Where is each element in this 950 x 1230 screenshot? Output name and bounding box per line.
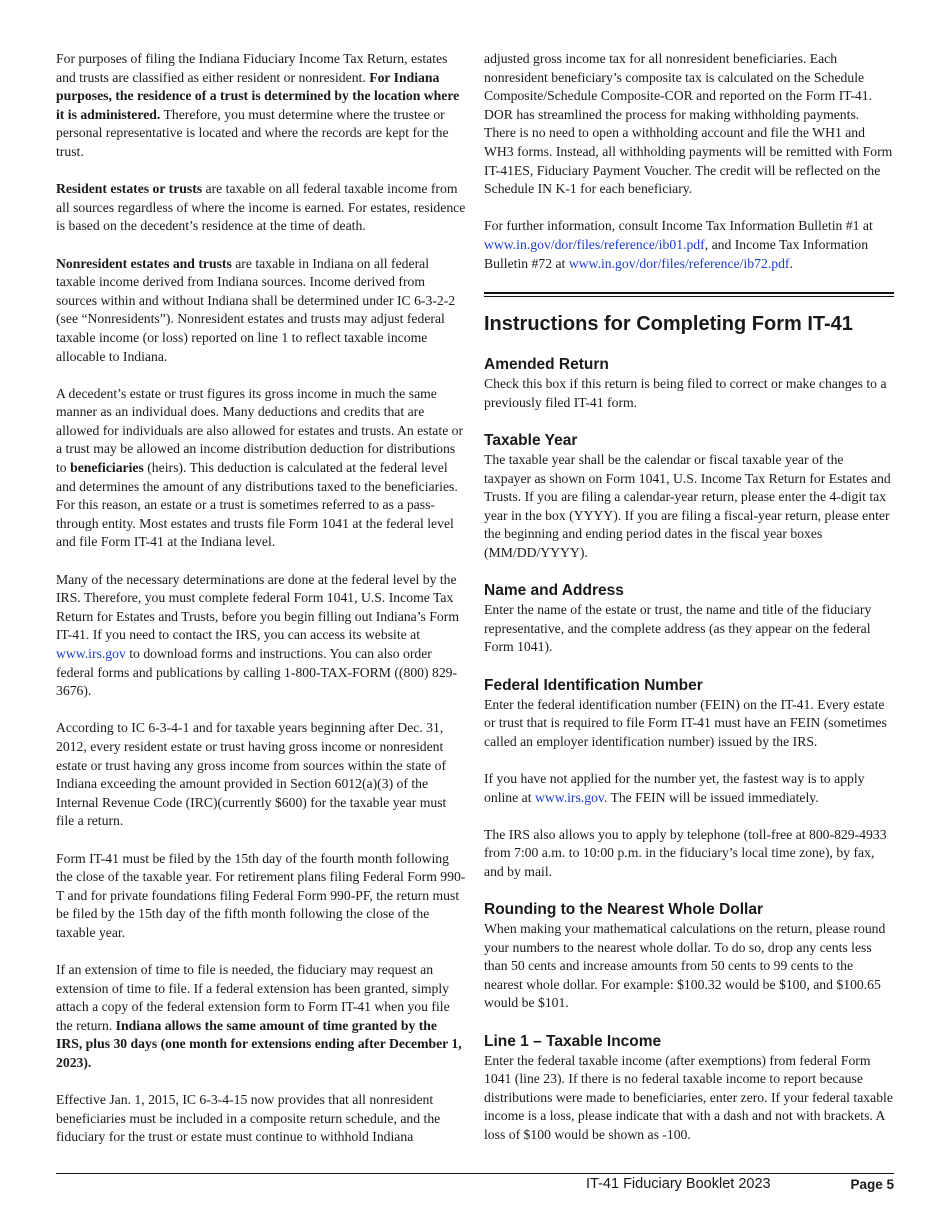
paragraph-bulletins: For further information, consult Income Tax Information Bulletin #1 at www.in.gov/dor/files/reference/ib01.pdf, and Income Tax Information Bulletin #72 at www.in.gov/dor/files/reference/ib72.pdf. — [484, 218, 873, 271]
paragraph-composite: Effective Jan. 1, 2015, IC 6-3-4-15 now provides that all nonresident beneficiaries must be included in a composite return schedule, and the fiduciary for the trust or estate must continue to withhold Indiana — [56, 1092, 441, 1145]
paragraph-withholding: adjusted gross income tax for all nonresident beneficiaries. Each nonresident beneficiary’s composite tax is calculated on the Schedule Composite/Schedule Composite-COR and reported on the Form IT-41. DOR has streamlined the process for making withholding payments. There is no need to open a withholding account and file the WH1 and WH3 forms. Instead, all withholding payments will be remitted with Form IT-41ES, Fiduciary Payment Voucher. The credit will be reflected on the Schedule IN K-1 for each beneficiary. — [484, 51, 893, 197]
text-rounding: When making your mathematical calculations on the return, please round your numbers to the nearest whole dollar. To do so, drop any cents less than 50 cents and increase amounts from 50 cents to 99 cents to the nearest whole dollar. For example: $100.32 would be $100, and $100.65 would be $101. — [484, 921, 886, 1011]
paragraph-nonresident-estates: Nonresident estates and trusts are taxable in Indiana on all federal taxable income derived from Indiana sources. Income derived from sources within and without Indiana shall be determined under IC 6-3-2-2 (see “Nonresidents”). Nonresident estates and trusts may adjust federal taxable income (or loss) reported on line 1 to reflect taxable income allocable to Indiana. — [56, 255, 456, 364]
section-title: Instructions for Completing Form IT-41 — [484, 313, 853, 336]
text-fein-2: If you have not applied for the number yet, the fastest way is to apply online at www.irs.gov. The FEIN will be issued immediately. — [484, 770, 865, 805]
footer-divider — [56, 1173, 894, 1174]
paragraph-residency: For purposes of filing the Indiana Fiduciary Income Tax Return, estates and trusts are classified as either resident or nonresident. For Indiana purposes, the residence of a trust is determined by the location where it is administered. Therefore, you must determine where the trustee or personal representative is located and where the records are kept for the trust. — [56, 51, 460, 159]
text-fein-3: The IRS also allows you to apply by telephone (toll-free at 800-829-4933 from 7:00 a.m. to 10:00 p.m. in the fiduciary’s local time zone), by fax, and by mail. — [484, 826, 887, 879]
heading-rounding: Rounding to the Nearest Whole Dollar — [484, 901, 764, 919]
paragraph-due-date: Form IT-41 must be filed by the 15th day of the fourth month following the close of the taxable year. For retirement plans filing Federal Form 990-T and for private foundations filing Federal Form 990-PF, the return must be filed by the 15th day of the fifth month following the close of the taxable year. — [56, 850, 466, 940]
heading-name-address: Name and Address — [484, 582, 624, 600]
left-column — [56, 50, 466, 1166]
page-number: Page 5 — [850, 1177, 894, 1192]
paragraph-gross-income: A decedent’s estate or trust figures its gross income in much the same manner as an individual does. Many deductions and credits that are allowed for individuals are also allowed for estates and trusts. An estate or a trust may be allowed an income distribution deduction for distributions to beneficiaries (heirs). This deduction is calculated at the federal level and determines the amount of any distributions taxed to the beneficiaries. For this reason, an estate or a trust is sometimes referred to as a pass-through entity. Most estates and trusts file Form 1041 at the federal level and file Form IT-41 at the Indiana level. — [56, 385, 464, 550]
irs-fein-link[interactable]: www.irs.gov — [534, 789, 604, 805]
bulletin-72-link[interactable]: www.in.gov/dor/files/reference/ib72.pdf — [568, 255, 790, 271]
page — [56, 50, 894, 1170]
heading-fein: Federal Identification Number — [484, 676, 703, 694]
section-divider-thick — [484, 292, 894, 295]
right-column — [484, 50, 894, 1163]
text-amended-return: Check this box if this return is being filed to correct or make changes to a previously filed IT-41 form. — [484, 376, 887, 410]
paragraph-extension: If an extension of time to file is needed, the fiduciary may request an extension of time to file. If a federal extension has been granted, simply attach a copy of the federal extension form to Form IT-41 when you file the return. Indiana allows the same amount of time granted by the IRS, plus 30 days (one month for extensions ending after December 1, 2023). — [56, 962, 462, 1071]
text-taxable-year: The taxable year shall be the calendar or fiscal taxable year of the taxpayer as shown on Form 1041, U.S. Income Tax Return for Estates and Trusts. If you are filing a calendar-year return, please enter the 4-digit tax year in the box (YYYY). If you are filing a fiscal-year return, please enter the beginning and ending period dates in the fiscal year boxes (MM/DD/YYYY). — [484, 452, 891, 560]
heading-line-1: Line 1 – Taxable Income — [484, 1032, 662, 1050]
heading-amended-return: Amended Return — [484, 356, 609, 374]
bulletin-1-link[interactable]: www.in.gov/dor/files/reference/ib01.pdf — [484, 236, 705, 252]
text-line-1: Enter the federal taxable income (after exemptions) from federal Form 1041 (line 23). If there is no federal taxable income to report because distributions were made to beneficiaries, enter zero. If your federal taxable income is a loss, please indicate that with a dash and not with brackets. A loss of $100 would be shown as -100. — [484, 1052, 893, 1142]
paragraph-resident-estates: Resident estates or trusts are taxable on all federal taxable income from all sources regardless of where the income is earned. For estates, residence is based on the decedent’s residence at the time of death. — [56, 181, 466, 234]
irs-link[interactable]: www.irs.gov — [56, 646, 126, 661]
paragraph-irs: Many of the necessary determinations are done at the federal level by the IRS. Therefore, you must complete federal Form 1041, U.S. Income Tax Return for Estates and Trusts, before you begin filling out Indiana’s Form IT-41. If you need to contact the IRS, you can access its website at www.irs.gov to download forms and instructions. You can also order federal forms and publications by calling 1-800-TAX-FORM ((800) 829-3676). — [56, 571, 459, 699]
section-divider-thin — [484, 296, 894, 297]
text-name-address: Enter the name of the estate or trust, the name and title of the fiduciary representative, and the complete address (as they appear on the federal Form 1041). — [484, 602, 872, 655]
footer-title: IT-41 Fiduciary Booklet 2023 — [586, 1176, 771, 1192]
paragraph-filing-requirement: According to IC 6-3-4-1 and for taxable years beginning after Dec. 31, 2012, every resident estate or trust having gross income or nonresident estate or trust having any gross income from sources within the state of Indiana exceeding the amount provided in Section 6012(a)(3) of the Internal Revenue Code (IRC)(currently $600) for the taxable year must file a return. — [56, 720, 447, 829]
text-fein-1: Enter the federal identification number (FEIN) on the IT-41. Every estate or trust that is required to file Form IT-41 must have an FEIN (sometimes called an employer identification number) issued by the IRS. — [484, 696, 887, 749]
heading-taxable-year: Taxable Year — [484, 432, 578, 449]
